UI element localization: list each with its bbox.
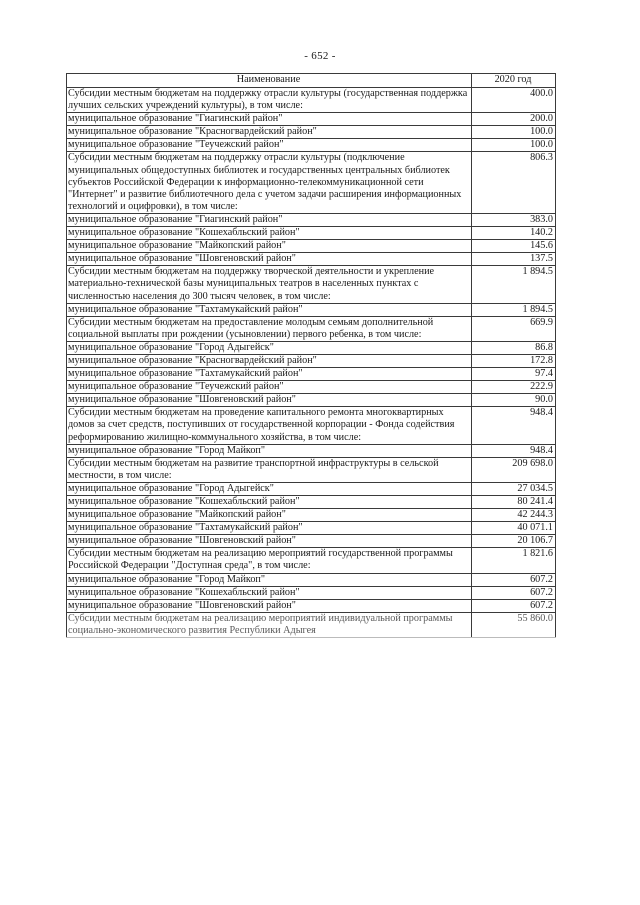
- row-value: 948.4: [472, 407, 556, 444]
- row-name: муниципальное образование "Шовгеновский район": [67, 535, 472, 548]
- table-row: [67, 253, 556, 266]
- row-name: муниципальное образование "Шовгеновский район": [67, 253, 472, 266]
- page-number: - 652 -: [304, 50, 336, 62]
- row-value: 27 034.5: [472, 482, 556, 495]
- table-row: [67, 381, 556, 394]
- row-name: муниципальное образование "Город Адыгейск": [67, 482, 472, 495]
- row-value: 40 071.1: [472, 522, 556, 535]
- table-row: [67, 113, 556, 126]
- row-name: муниципальное образование "Кошехабльский район": [67, 227, 472, 240]
- table-row: [67, 316, 556, 341]
- row-value: 948.4: [472, 444, 556, 457]
- table-row: [67, 407, 556, 444]
- row-name: Субсидии местным бюджетам на предоставление молодым семьям дополнительной социальной выплаты при рождении (усыновлении) первого ребенка, в том числе:: [67, 316, 472, 341]
- row-value: 172.8: [472, 354, 556, 367]
- subsidies-table: [66, 73, 556, 638]
- row-value: 100.0: [472, 139, 556, 152]
- row-name: Субсидии местным бюджетам на реализацию мероприятий индивидуальной программы социально-экономического развития Республики Адыгея: [67, 612, 472, 637]
- row-name: муниципальное образование "Теучежский район": [67, 381, 472, 394]
- row-name: муниципальное образование "Город Майкоп": [67, 573, 472, 586]
- table-row: [67, 535, 556, 548]
- row-value: 222.9: [472, 381, 556, 394]
- table-row: [67, 303, 556, 316]
- row-value: 86.8: [472, 341, 556, 354]
- table-row: [67, 139, 556, 152]
- table-row: [67, 573, 556, 586]
- row-value: 1 894.5: [472, 266, 556, 303]
- row-name: муниципальное образование "Кошехабльский район": [67, 496, 472, 509]
- row-value: 80 241.4: [472, 496, 556, 509]
- header-name: Наименование: [67, 74, 472, 88]
- row-value: 42 244.3: [472, 509, 556, 522]
- table-body: [67, 88, 556, 638]
- table-row: [67, 444, 556, 457]
- row-name: муниципальное образование "Теучежский район": [67, 139, 472, 152]
- table-row: [67, 457, 556, 482]
- row-value: 97.4: [472, 368, 556, 381]
- header-year: 2020 год: [472, 74, 556, 88]
- row-value: 1 821.6: [472, 548, 556, 573]
- row-name: Субсидии местным бюджетам на поддержку отрасли культуры (подключение муниципальных общедоступных библиотек и государственных центральных библиотек субъектов Российской Федерации к информационно-телекоммуникационной сети "Интернет" и развитие библиотечного дела с учетом задачи расширения информационных технологий и оцифровки), в том числе:: [67, 152, 472, 213]
- table-row: [67, 240, 556, 253]
- row-value: 607.2: [472, 599, 556, 612]
- row-value: 607.2: [472, 586, 556, 599]
- row-name: Субсидии местным бюджетам на развитие транспортной инфраструктуры в сельской местности, в том числе:: [67, 457, 472, 482]
- row-value: 20 106.7: [472, 535, 556, 548]
- row-name: муниципальное образование "Майкопский район": [67, 240, 472, 253]
- table-row: [67, 213, 556, 226]
- table-row: [67, 88, 556, 113]
- row-name: муниципальное образование "Гиагинский район": [67, 113, 472, 126]
- row-value: 145.6: [472, 240, 556, 253]
- table-row: [67, 548, 556, 573]
- row-name: муниципальное образование "Красногвардейский район": [67, 126, 472, 139]
- row-value: 607.2: [472, 573, 556, 586]
- table-row: [67, 126, 556, 139]
- table-row: [67, 394, 556, 407]
- row-name: муниципальное образование "Майкопский район": [67, 509, 472, 522]
- row-value: 140.2: [472, 227, 556, 240]
- row-value: 209 698.0: [472, 457, 556, 482]
- table-row: [67, 341, 556, 354]
- row-name: Субсидии местным бюджетам на поддержку отрасли культуры (государственная поддержка лучших сельских учреждений культуры), в том числе:: [67, 88, 472, 113]
- table-row: [67, 227, 556, 240]
- row-value: 669.9: [472, 316, 556, 341]
- row-value: 806.3: [472, 152, 556, 213]
- row-value: 55 860.0: [472, 612, 556, 637]
- row-value: 137.5: [472, 253, 556, 266]
- table-row: [67, 152, 556, 213]
- row-name: муниципальное образование "Красногвардейский район": [67, 354, 472, 367]
- table-row: [67, 354, 556, 367]
- row-name: муниципальное образование "Гиагинский район": [67, 213, 472, 226]
- table-row: [67, 612, 556, 637]
- row-name: муниципальное образование "Город Майкоп": [67, 444, 472, 457]
- row-value: 100.0: [472, 126, 556, 139]
- row-value: 383.0: [472, 213, 556, 226]
- table-header-row: [67, 74, 556, 88]
- table-row: [67, 482, 556, 495]
- row-value: 1 894.5: [472, 303, 556, 316]
- row-value: 200.0: [472, 113, 556, 126]
- row-name: Субсидии местным бюджетам на поддержку творческой деятельности и укрепление материально-технической базы муниципальных театров в населенных пунктах с численностью населения до 300 тысяч человек, в том числе:: [67, 266, 472, 303]
- row-name: Субсидии местным бюджетам на реализацию мероприятий государственной программы Российской Федерации "Доступная среда", в том числе:: [67, 548, 472, 573]
- row-name: муниципальное образование "Шовгеновский район": [67, 599, 472, 612]
- table-row: [67, 266, 556, 303]
- table-row: [67, 509, 556, 522]
- row-value: 400.0: [472, 88, 556, 113]
- row-name: муниципальное образование "Тахтамукайский район": [67, 522, 472, 535]
- row-name: муниципальное образование "Шовгеновский район": [67, 394, 472, 407]
- table-row: [67, 522, 556, 535]
- row-value: 90.0: [472, 394, 556, 407]
- table-row: [67, 599, 556, 612]
- row-name: Субсидии местным бюджетам на проведение капитального ремонта многоквартирных домов за счет средств, поступивших от государственной корпорации - Фонда содействия реформированию жилищно-коммунального хозяйства, в том числе:: [67, 407, 472, 444]
- table-row: [67, 368, 556, 381]
- row-name: муниципальное образование "Тахтамукайский район": [67, 368, 472, 381]
- table-row: [67, 586, 556, 599]
- row-name: муниципальное образование "Кошехабльский район": [67, 586, 472, 599]
- table-row: [67, 496, 556, 509]
- row-name: муниципальное образование "Город Адыгейск": [67, 341, 472, 354]
- row-name: муниципальное образование "Тахтамукайский район": [67, 303, 472, 316]
